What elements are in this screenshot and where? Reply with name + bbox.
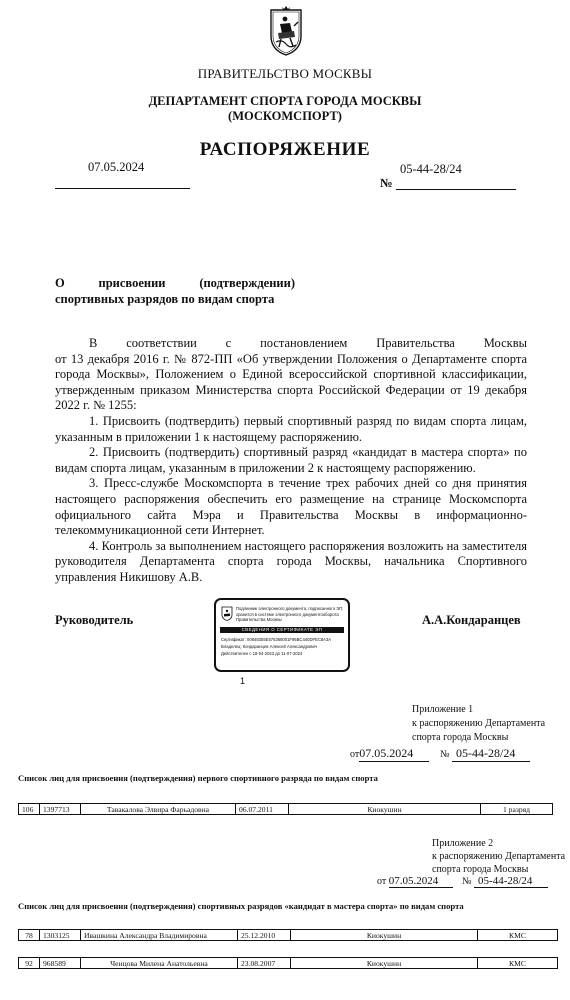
appendix2-number-block bbox=[462, 875, 548, 888]
stamp-line: Подлинник электронного документа, подписанного ЭП, bbox=[236, 606, 344, 611]
cell-rank: 1 разряд bbox=[481, 804, 553, 815]
appendix2-line2: к распоряжению Департамента bbox=[432, 851, 566, 862]
cell-id: 1397713 bbox=[40, 804, 81, 815]
date-underline bbox=[55, 188, 190, 189]
cell-sport: Киокушин bbox=[291, 958, 478, 969]
cell-id: 968589 bbox=[40, 958, 81, 969]
number-underline bbox=[396, 189, 516, 190]
paragraph-2: 1. Присвоить (подтвердить) первый спортивный разряд по видам спорта лицам, указанным в приложении 1 к настоящему распоряжению. bbox=[55, 413, 527, 444]
appendix2-table bbox=[18, 929, 558, 941]
department-name: ДЕПАРТАМЕНТ СПОРТА ГОРОДА МОСКВЫ bbox=[148, 94, 422, 108]
appendix2-from bbox=[377, 875, 453, 888]
cell-name: Тавакалова Элвира Фарьадовна bbox=[81, 804, 236, 815]
doc-date: 07.05.2024 bbox=[88, 160, 145, 174]
stamp-certificate: Сертификат: 00848355E575368001F95BC440DFEC8A3A bbox=[221, 637, 332, 642]
government-name: ПРАВИТЕЛЬСТВО МОСКВЫ bbox=[197, 66, 373, 81]
cell-name: Ченцова Милена Анатольевна bbox=[81, 958, 238, 969]
appendix1-line2: к распоряжению Департамента bbox=[412, 718, 546, 729]
table-row bbox=[19, 930, 558, 941]
appendix1-line3: спорта города Москвы bbox=[412, 732, 509, 743]
appendix1-number: 05-44-28/24 bbox=[452, 746, 530, 762]
signer-role: Руководитель bbox=[55, 613, 134, 627]
page-number: 1 bbox=[240, 676, 246, 686]
appendix1-list-title: Список лиц для присвоения (подтверждения) первого спортивного разряда по видам спорта bbox=[18, 773, 378, 783]
appendix2-list-title: Список лиц для присвоения (подтверждения) спортивных разрядов «кандидат в мастера спорта» по видам спорта bbox=[18, 901, 464, 911]
table-row bbox=[19, 958, 558, 969]
appendix1-no-label: № bbox=[440, 749, 450, 760]
stamp-owner: Владелец: Кондаранцев Алексей Александрович bbox=[221, 644, 317, 649]
paragraph-1: от 13 декабря 2016 г. № 872-ПП «Об утверждении Положения о Департаменте спорта города Москвы», Положением о Единой всероссийской спортивной классификации, утвержденным приказом Министерства спорта Российской Федерации от 19 декабря 2022 г. № 1255: bbox=[55, 351, 527, 413]
stamp-line: хранится в системе электронного документооборота bbox=[236, 611, 339, 617]
appendix1-table bbox=[18, 803, 553, 815]
subject-word: О bbox=[55, 276, 65, 290]
appendix1-title: Приложение 1 bbox=[412, 704, 474, 715]
department-short-name: (МОСКОМСПОРТ) bbox=[228, 109, 342, 123]
appendix2-table-continued bbox=[18, 957, 558, 969]
appendix1-number-block bbox=[440, 746, 530, 762]
appendix2-no-label: № bbox=[462, 876, 472, 887]
paragraph-5: 4. Контроль за выполнением настоящего распоряжения возложить на заместителя руководителя Департамента спорта города Москвы, начальника Спортивного управления Никишову А.В. bbox=[55, 538, 527, 584]
stamp-certificate-bar: СВЕДЕНИЯ О СЕРТИФИКАТЕ ЭП bbox=[220, 627, 344, 633]
appendix1-date: 07.05.2024 bbox=[359, 746, 429, 762]
coat-of-arms-small-icon bbox=[221, 606, 233, 621]
subject-line2: спортивных разрядов по видам спорта bbox=[55, 292, 275, 306]
signer-name: А.А.Кондаранцев bbox=[422, 613, 521, 627]
appendix2-number: 05-44-28/24 bbox=[474, 875, 548, 888]
doc-number: 05-44-28/24 bbox=[400, 162, 462, 176]
doc-type: РАСПОРЯЖЕНИЕ bbox=[199, 139, 371, 160]
appendix2-title: Приложение 2 bbox=[432, 838, 494, 849]
cell-sport: Киокушин bbox=[291, 930, 478, 941]
cell-dob: 25.12.2010 bbox=[238, 930, 291, 941]
cell-dob: 06.07.2011 bbox=[236, 804, 289, 815]
appendix2-date: 07.05.2024 bbox=[389, 875, 453, 888]
stamp-validity: Действителен с 18-04-2023 до 11-07-2024 bbox=[221, 651, 303, 656]
table-row bbox=[19, 804, 553, 815]
paragraph-4: 3. Пресс-службе Москомспорта в течение трех рабочих дней со дня принятия настоящего распоряжения обеспечить его размещение на странице Москомспорта официального сайта Мэра и Правительства Москвы в информационно-телекоммуникационной сети Интернет. bbox=[55, 476, 527, 538]
subject-word: присвоении bbox=[98, 276, 166, 290]
body-text bbox=[55, 336, 527, 586]
moscow-coat-of-arms-icon bbox=[268, 6, 304, 56]
cell-n: 106 bbox=[19, 804, 40, 815]
paragraph-1-first-line: В соответствии с постановлением Правительства Москвы bbox=[89, 336, 527, 350]
cell-name: Ивашкина Александра Владимировна bbox=[81, 930, 238, 941]
number-sign: № bbox=[380, 176, 393, 190]
appendix2-line3: спорта города Москвы bbox=[432, 864, 529, 875]
cell-rank: КМС bbox=[478, 958, 558, 969]
subject-word: (подтверждении) bbox=[199, 276, 295, 290]
paragraph-3: 2. Присвоить (подтвердить) спортивный разряд «кандидат в мастера спорта» по видам спорта лицам, указанным в приложении 2 к настоящему распоряжению. bbox=[55, 445, 527, 475]
cell-rank: КМС bbox=[478, 930, 558, 941]
subject-line1 bbox=[55, 276, 295, 291]
cell-id: 1303125 bbox=[40, 930, 81, 941]
cell-dob: 23.08.2007 bbox=[238, 958, 291, 969]
stamp-line: Правительства Москвы bbox=[236, 617, 282, 622]
cell-n: 78 bbox=[19, 930, 40, 941]
cell-sport: Киокушин bbox=[289, 804, 481, 815]
cell-n: 92 bbox=[19, 958, 40, 969]
appendix1-from bbox=[350, 746, 429, 762]
appendix1-from-label: от bbox=[350, 749, 360, 760]
electronic-signature-stamp bbox=[214, 598, 350, 672]
appendix2-from-label: от bbox=[377, 876, 387, 887]
